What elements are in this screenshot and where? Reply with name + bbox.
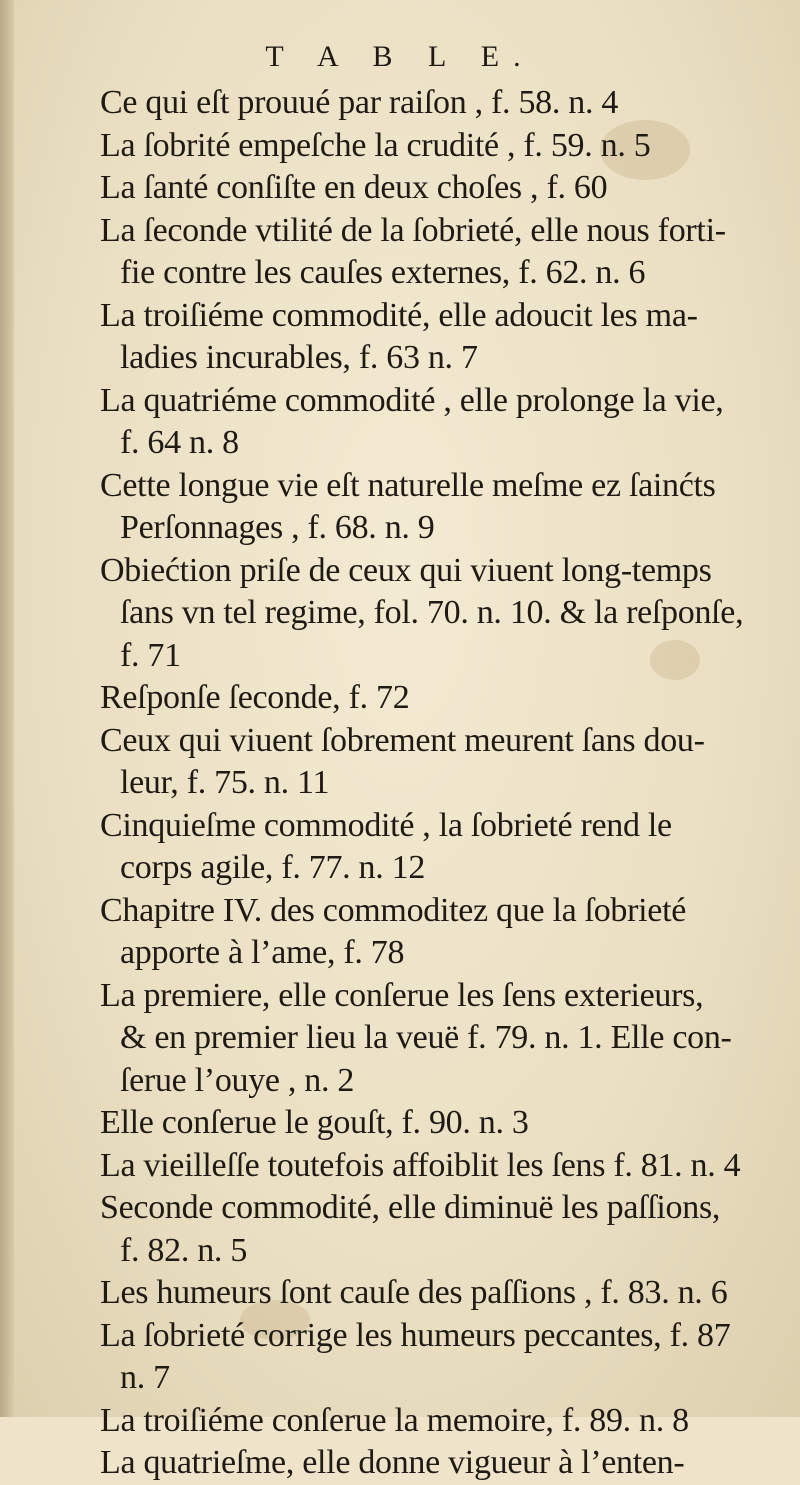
table-entry-line: apporte à l’ame, f. 78: [120, 934, 405, 971]
table-entry-line: Cette longue vie eſt naturelle meſme ez ſainćts: [100, 466, 716, 504]
page-gutter: [0, 0, 14, 1417]
table-entry-line: La troiſiéme commodité, elle adoucit les ma-: [100, 296, 698, 334]
table-entry-line: La troiſiéme conſerue la memoire, f. 89. n. 8: [100, 1401, 689, 1439]
table-entry-line: La quatrieſme, elle donne vigueur à l’enten-: [100, 1444, 685, 1481]
table-entry-line: n. 7: [120, 1359, 170, 1396]
table-entry-line: Reſponſe ſeconde, f. 72: [100, 679, 410, 716]
table-entries: [100, 82, 744, 1485]
table-entry-line: corps agile, f. 77. n. 12: [120, 849, 426, 886]
table-entry-line: ladies incurables, f. 63 n. 7: [120, 339, 478, 376]
table-entry-line: Les humeurs ſont cauſe des paſſions , f. 83. n. 6: [100, 1274, 728, 1311]
table-entry-line: Ceux qui viuent ſobrement meurent ſans dou-: [100, 721, 705, 759]
table-entry-line: Seconde commodité, elle diminuë les paſſions,: [100, 1189, 721, 1226]
table-entry-line: Chapitre IV. des commoditez que la ſobrieté: [100, 891, 687, 929]
table-entry-line: La premiere, elle conſerue les ſens exterieurs,: [100, 976, 704, 1014]
page-header: T A B L E.: [265, 40, 535, 73]
table-entry-line: leur, f. 75. n. 11: [120, 764, 330, 801]
table-entry-line: ſans vn tel regime, fol. 70. n. 10. & la reſponſe,: [120, 594, 744, 631]
table-entry-line: Cinquieſme commodité , la ſobrieté rend le: [100, 806, 672, 844]
table-entry-line: Perſonnages , f. 68. n. 9: [120, 509, 435, 546]
table-entry-line: f. 64 n. 8: [120, 424, 239, 461]
table-entry-line: Ce qui eſt prouué par raiſon , f. 58. n. 4: [100, 84, 619, 121]
table-entry-line: fie contre les cauſes externes, f. 62. n. 6: [120, 254, 646, 291]
table-entry-line: f. 71: [120, 636, 181, 674]
table-entry-line: La ſeconde vtilité de la ſobrieté, elle nous forti-: [100, 211, 726, 249]
table-entry-line: La ſobrité empeſche la crudité , f. 59. n. 5: [100, 126, 651, 164]
table-entry-line: Elle conſerue le gouſt, f. 90. n. 3: [100, 1104, 529, 1141]
table-entry-line: La vieilleſſe toutefois affoiblit les ſens f. 81. n. 4: [100, 1146, 741, 1184]
table-entry-line: f. 82. n. 5: [120, 1231, 248, 1269]
table-entry-line: ſerue l’ouye , n. 2: [120, 1061, 355, 1099]
table-entry-line: La ſobrieté corrige les humeurs peccantes, f. 87: [100, 1316, 731, 1354]
table-entry-line: & en premier lieu la veuë f. 79. n. 1. Elle con-: [120, 1019, 732, 1056]
table-entry-line: La ſanté conſiſte en deux choſes , f. 60: [100, 169, 608, 206]
table-entry-line: La quatriéme commodité , elle prolonge la vie,: [100, 381, 724, 419]
table-entry-line: Obiećtion priſe de ceux qui viuent long-temps: [100, 551, 712, 589]
